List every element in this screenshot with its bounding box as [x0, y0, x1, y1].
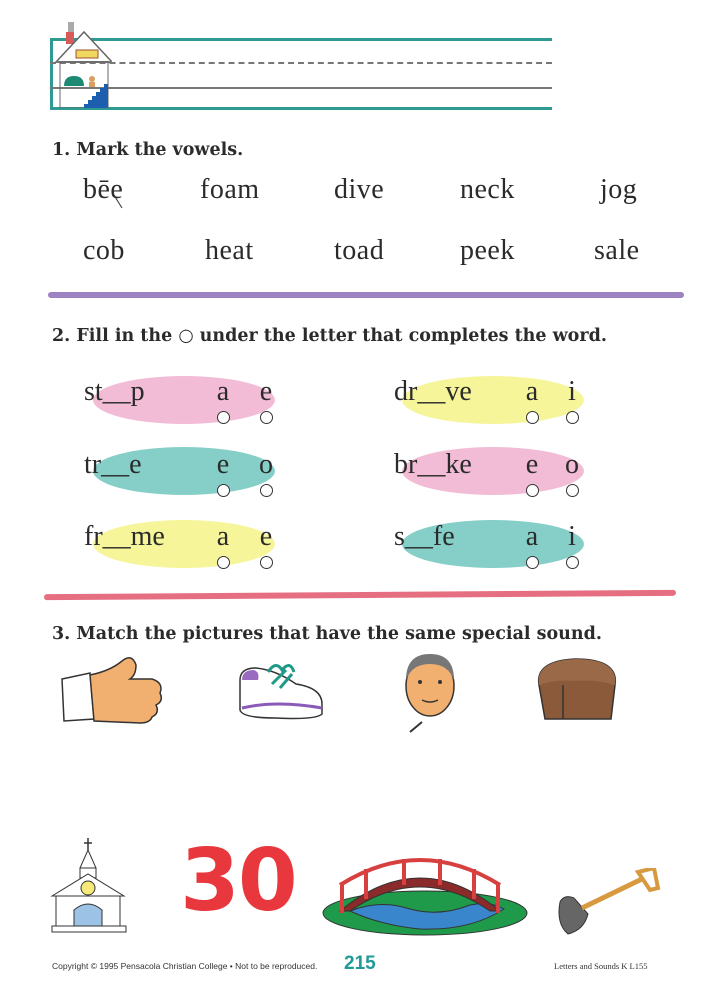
section-2-heading: 2. Fill in the ○ under the letter that completes the word.: [52, 326, 607, 346]
red-crayon-divider: [44, 590, 676, 600]
answer-bubble[interactable]: [566, 556, 579, 569]
chin-face-icon[interactable]: [400, 652, 460, 734]
option-letter: e: [259, 376, 273, 407]
purple-crayon-divider: [48, 292, 684, 298]
answer-bubble[interactable]: [217, 484, 230, 497]
option-letter: a: [216, 376, 230, 407]
vowel-word[interactable]: cob: [83, 235, 125, 266]
vowel-word[interactable]: heat: [205, 235, 254, 266]
church-icon: [50, 838, 130, 934]
incomplete-word: st__p: [84, 376, 145, 407]
vowel-word[interactable]: neck: [460, 174, 515, 205]
answer-bubble[interactable]: [566, 411, 579, 424]
copyright-notice: Copyright © 1995 Pensacola Christian College • Not to be reproduced.: [52, 961, 318, 971]
option-letter: i: [568, 376, 576, 407]
section-3-heading: 3. Match the pictures that have the same special sound.: [52, 624, 602, 644]
vowel-word[interactable]: jog: [600, 174, 638, 205]
vowel-word[interactable]: bēe: [83, 174, 124, 205]
option-letter: e: [216, 449, 230, 480]
incomplete-word: tr__e: [84, 449, 142, 480]
option-letter: o: [565, 449, 579, 480]
page-number: 215: [344, 953, 376, 974]
lesson-label: Letters and Sounds K L155: [554, 961, 648, 971]
incomplete-word: br__ke: [394, 449, 472, 480]
vowel-word[interactable]: peek: [460, 235, 515, 266]
option-letter: i: [568, 521, 576, 552]
answer-bubble[interactable]: [566, 484, 579, 497]
incomplete-word: dr__ve: [394, 376, 472, 407]
answer-bubble[interactable]: [526, 411, 539, 424]
option-letter: o: [259, 449, 273, 480]
option-letter: a: [216, 521, 230, 552]
answer-bubble[interactable]: [217, 556, 230, 569]
vowel-word[interactable]: sale: [594, 235, 640, 266]
vowel-word[interactable]: foam: [200, 174, 260, 205]
option-letter: a: [525, 376, 539, 407]
incomplete-word: fr__me: [84, 521, 165, 552]
option-letter: e: [525, 449, 539, 480]
thumb-icon[interactable]: [60, 655, 170, 725]
pencil-mark-icon: [110, 190, 126, 208]
bridge-icon: [320, 855, 530, 937]
answer-bubble[interactable]: [260, 484, 273, 497]
answer-bubble[interactable]: [526, 484, 539, 497]
vowel-word[interactable]: toad: [334, 235, 385, 266]
vowel-word[interactable]: dive: [334, 174, 385, 205]
answer-bubble[interactable]: [217, 411, 230, 424]
house-guide-icon: [54, 22, 112, 108]
shovel-icon: [554, 868, 664, 938]
shoe-icon[interactable]: [236, 660, 326, 722]
bread-loaf-icon[interactable]: [535, 655, 619, 721]
answer-bubble[interactable]: [260, 556, 273, 569]
section-1-heading: 1. Mark the vowels.: [52, 140, 244, 160]
incomplete-word: s__fe: [394, 521, 455, 552]
option-letter: a: [525, 521, 539, 552]
answer-bubble[interactable]: [526, 556, 539, 569]
answer-bubble[interactable]: [260, 411, 273, 424]
number-thirty: 30: [180, 831, 296, 931]
handwriting-lines: [50, 38, 552, 110]
option-letter: e: [259, 521, 273, 552]
